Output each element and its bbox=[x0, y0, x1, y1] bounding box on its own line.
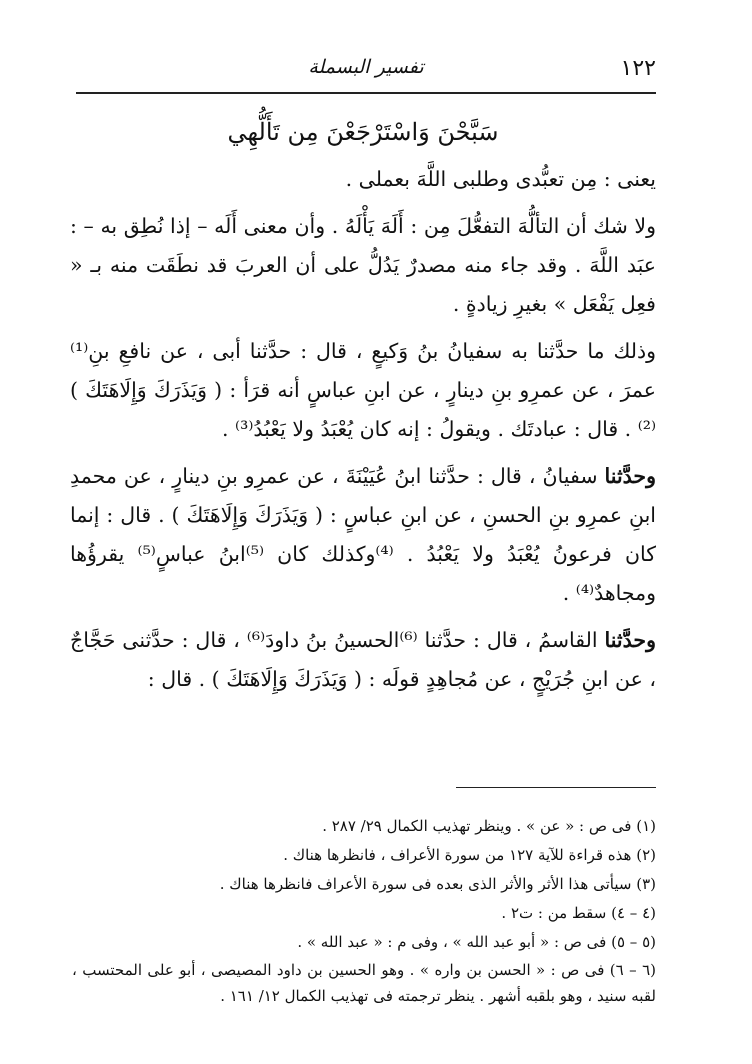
footnote-2: (٢) هذه قراءة للآية ١٢٧ من سورة الأعراف ، فانظرها هناك . bbox=[283, 846, 656, 864]
paragraph-2 bbox=[70, 207, 656, 324]
poetry-verse: سَبَّحْنَ وَاسْتَرْجَعْنَ مِن تَأَلُّهِي bbox=[227, 118, 499, 146]
paragraph-4-text: سفيانُ ، قال : حدَّثنا ابنُ عُيَيْنَةَ ، عن عمرِو بنِ دينارٍ ، عن محمدِ ابنِ عمرِو بنِ الحسنِ ، عن ابنِ عباسٍ : ( وَيَذَرَكَ وَإِلَاهَتَكَ ) . قال : إنما كان فرعونُ يُعْبَدُ ولا يَعْبُدُ . ⁽⁴⁾وكذلك كان ⁽⁵⁾ابنُ عباسٍ⁽⁵⁾ يقرؤُها ومجاهدٌ⁽⁴⁾ . bbox=[70, 464, 656, 605]
footnote-3: (٣) سيأتى هذا الأثر والأثر الذى بعده فى سورة الأعراف فانظرها هناك . bbox=[219, 875, 656, 893]
footnote-5: (٥ – ٥) فى ص : « أبو عبد الله » ، وفى م : « عبد الله » . bbox=[297, 933, 656, 951]
paragraph-5 bbox=[70, 621, 656, 699]
footnote-1: (١) فى ص : « عن » . وينظر تهذيب الكمال ٢٩/ ٢٨٧ . bbox=[322, 817, 656, 835]
running-title: تفسير البسملة bbox=[308, 56, 424, 78]
main-text bbox=[70, 118, 656, 699]
paragraph-3-text: وذلك ما حدَّثنا به سفيانُ بنُ وَكيعٍ ، قال : حدَّثنا أبى ، عن نافعِ بنِ⁽¹⁾ عمرَ ، عن عمرِو بنِ دينارٍ ، عن ابنِ عباسٍ أنه قرَأ : ( وَيَذَرَكَ وَإِلَاهَتَكَ )⁽²⁾ . قال : عبادتَك . ويقولُ : إنه كان يُعْبَدُ ولا يَعْبُدُ⁽³⁾ . bbox=[70, 339, 656, 441]
paragraph-1-text: يعنى : مِن تعبُّدى وطلبى اللَّهَ بعملى . bbox=[345, 167, 656, 191]
paragraph-3 bbox=[70, 332, 656, 449]
page-number: ١٢٢ bbox=[620, 56, 656, 81]
page-header bbox=[76, 52, 656, 94]
paragraph-5-lead: وحدَّثنا bbox=[604, 628, 656, 652]
paragraph-4-lead: وحدَّثنا bbox=[604, 464, 656, 488]
footnote-divider bbox=[456, 787, 656, 788]
footnote-6: (٦ – ٦) فى ص : « الحسن بن واره » . وهو الحسين بن داود المصيصى ، أبو على المحتسب ، لقبه سنيد ، وهو بلقبه أشهر . ينظر ترجمته فى تهذيب الكمال ١٢/ ١٦١ . bbox=[72, 961, 656, 1005]
paragraph-4 bbox=[70, 457, 656, 613]
paragraph-1 bbox=[70, 160, 656, 199]
footnotes bbox=[72, 812, 656, 1009]
paragraph-2-text: ولا شك أن التألُّهَ التفعُّلَ مِن : أَلَهَ يَأْلَهُ . وأن معنى أَلَه – إذا نُطِق به – : عبَد اللَّهَ . وقد جاء منه مصدرٌ يَدُلُّ على أن العربَ قد نطَقَت منه بـ « فعِل يَفْعَل » بغيرِ زيادةٍ . bbox=[70, 214, 656, 316]
footnote-4: (٤ – ٤) سقط من : ت٢ . bbox=[501, 904, 656, 922]
paragraph-5-text: القاسمُ ، قال : حدَّثنا ⁽⁶⁾الحسينُ بنُ داودَ⁽⁶⁾ ، قال : حدَّثنى حَجَّاجٌ ، عن ابنِ جُرَيْجٍ ، عن مُجاهِدٍ قولَه : ( وَيَذَرَكَ وَإِلَاهَتَكَ ) . قال : bbox=[70, 628, 656, 691]
